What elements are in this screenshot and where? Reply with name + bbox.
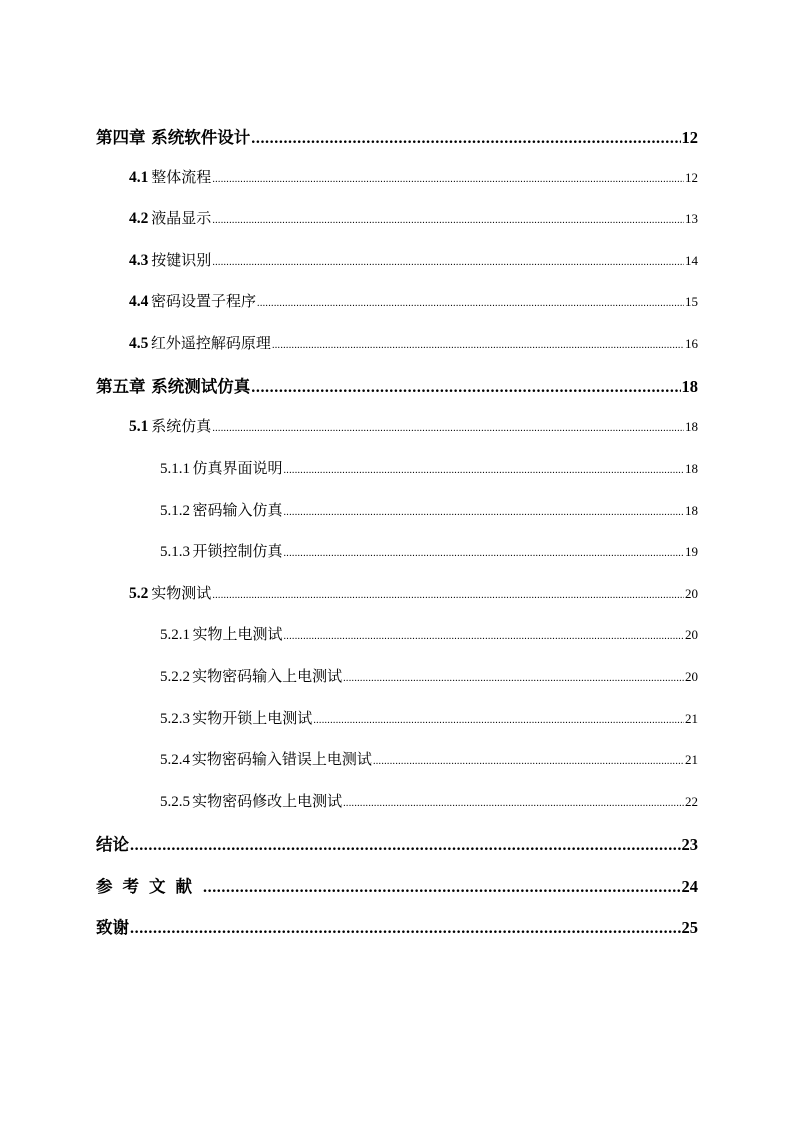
dot-leader — [130, 921, 681, 937]
toc-entry-title: 实物测试 — [151, 584, 212, 602]
dot-leader — [257, 299, 684, 309]
toc-entry-page: 24 — [681, 877, 698, 896]
toc-entry-page: 18 — [685, 503, 698, 518]
toc-entry-title: 红外遥控解码原理 — [150, 334, 271, 352]
dot-leader — [284, 632, 685, 642]
toc-entry-number: 5.1 — [129, 418, 149, 435]
toc-entry-title: 整体流程 — [151, 168, 212, 186]
dot-leader — [212, 258, 684, 268]
toc-entry-title: 实物密码输入上电测试 — [192, 667, 343, 685]
toc-entry-4-5[interactable] — [129, 332, 698, 353]
toc-entry-5-2-1[interactable] — [160, 623, 698, 644]
dot-leader — [251, 380, 680, 396]
toc-entry-page: 18 — [681, 377, 698, 396]
toc-entry-5-2[interactable] — [129, 582, 698, 603]
toc-entry-page: 15 — [685, 294, 698, 309]
toc-entry-title: 实物密码修改上电测试 — [192, 792, 343, 810]
toc-entry-title: 致谢 — [96, 918, 129, 937]
toc-entry-page: 12 — [685, 170, 698, 185]
dot-leader — [343, 799, 684, 809]
toc-entry-title: 实物开锁上电测试 — [192, 709, 313, 727]
dot-leader — [212, 216, 684, 226]
toc-entry-title: 实物上电测试 — [192, 625, 283, 643]
dot-leader — [272, 341, 684, 351]
dot-leader — [212, 591, 684, 601]
dot-leader — [130, 838, 681, 854]
toc-entry-number: 4.3 — [129, 252, 149, 269]
toc-entry-references[interactable] — [96, 873, 698, 897]
toc-entry-4-3[interactable] — [129, 249, 698, 270]
toc-entry-title: 结论 — [96, 835, 129, 854]
toc-entry-5-2-5[interactable] — [160, 790, 698, 811]
toc-entry-page: 23 — [681, 835, 698, 854]
toc-entry-acknowledgements[interactable] — [96, 914, 698, 938]
toc-entry-4-1[interactable] — [129, 166, 698, 187]
toc-entry-title: 系统仿真 — [151, 417, 212, 435]
dot-leader — [313, 716, 684, 726]
toc-entry-5-1-1[interactable] — [160, 457, 698, 478]
toc-entry-number: 4.5 — [129, 335, 149, 352]
dot-leader — [343, 674, 684, 684]
toc-entry-number: 5.1.2 — [160, 503, 190, 519]
toc-entry-chapter-5[interactable] — [96, 373, 698, 397]
toc-entry-5-1-2[interactable] — [160, 499, 698, 520]
toc-entry-page: 18 — [685, 461, 698, 476]
toc-entry-page: 22 — [685, 794, 698, 809]
toc-entry-title: 参考文献 — [96, 877, 202, 896]
dot-leader — [284, 508, 685, 518]
toc-entry-page: 18 — [685, 419, 698, 434]
toc-entry-title: 第四章 系统软件设计 — [96, 128, 251, 147]
toc-entry-page: 20 — [685, 627, 698, 642]
toc-entry-number: 4.1 — [129, 169, 149, 186]
toc-entry-title: 密码输入仿真 — [192, 501, 283, 519]
toc-entry-number: 5.2.5 — [160, 794, 190, 810]
toc-entry-page: 12 — [681, 128, 698, 147]
dot-leader — [251, 131, 680, 147]
toc-entry-number: 5.2.3 — [160, 711, 190, 727]
toc-entry-title: 密码设置子程序 — [151, 292, 257, 310]
dot-leader — [284, 466, 685, 476]
toc-entry-number: 5.1.1 — [160, 461, 190, 477]
toc-entry-page: 20 — [685, 669, 698, 684]
toc-entry-number: 5.2.2 — [160, 669, 190, 685]
dot-leader — [284, 549, 685, 559]
toc-entry-number: 4.2 — [129, 210, 149, 227]
toc-entry-page: 13 — [685, 211, 698, 226]
toc-entry-page: 21 — [685, 711, 698, 726]
toc-entry-page: 21 — [685, 752, 698, 767]
dot-leader — [212, 175, 684, 185]
toc-entry-page: 25 — [681, 918, 698, 937]
toc-entry-4-2[interactable] — [129, 207, 698, 228]
toc-entry-page: 14 — [685, 253, 698, 268]
toc-entry-number: 4.4 — [129, 293, 149, 310]
dot-leader — [212, 424, 684, 434]
toc-entry-number: 5.2 — [129, 585, 149, 602]
toc-entry-page: 20 — [685, 586, 698, 601]
toc-entry-5-2-4[interactable] — [160, 748, 698, 769]
toc-entry-title: 实物密码输入错误上电测试 — [191, 750, 372, 768]
toc-entry-5-2-2[interactable] — [160, 665, 698, 686]
dot-leader — [203, 880, 681, 896]
toc-entry-number: 5.1.3 — [160, 544, 190, 560]
toc-entry-5-1-3[interactable] — [160, 540, 698, 561]
toc-entry-page: 19 — [685, 544, 698, 559]
toc-entry-5-1[interactable] — [129, 415, 698, 436]
toc-entry-title: 仿真界面说明 — [192, 459, 283, 477]
toc-entry-4-4[interactable] — [129, 290, 698, 311]
toc-entry-title: 液晶显示 — [151, 209, 212, 227]
toc-entry-chapter-4[interactable] — [96, 124, 698, 148]
toc-entry-title: 按键识别 — [151, 251, 212, 269]
toc-entry-title: 第五章 系统测试仿真 — [96, 377, 251, 396]
toc-entry-number: 5.2.4 — [160, 752, 190, 768]
toc-entry-5-2-3[interactable] — [160, 707, 698, 728]
toc-entry-title: 开锁控制仿真 — [192, 542, 283, 560]
toc-entry-number: 5.2.1 — [160, 627, 190, 643]
toc-entry-page: 16 — [685, 336, 698, 351]
dot-leader — [373, 757, 684, 767]
toc-entry-conclusion[interactable] — [96, 831, 698, 855]
